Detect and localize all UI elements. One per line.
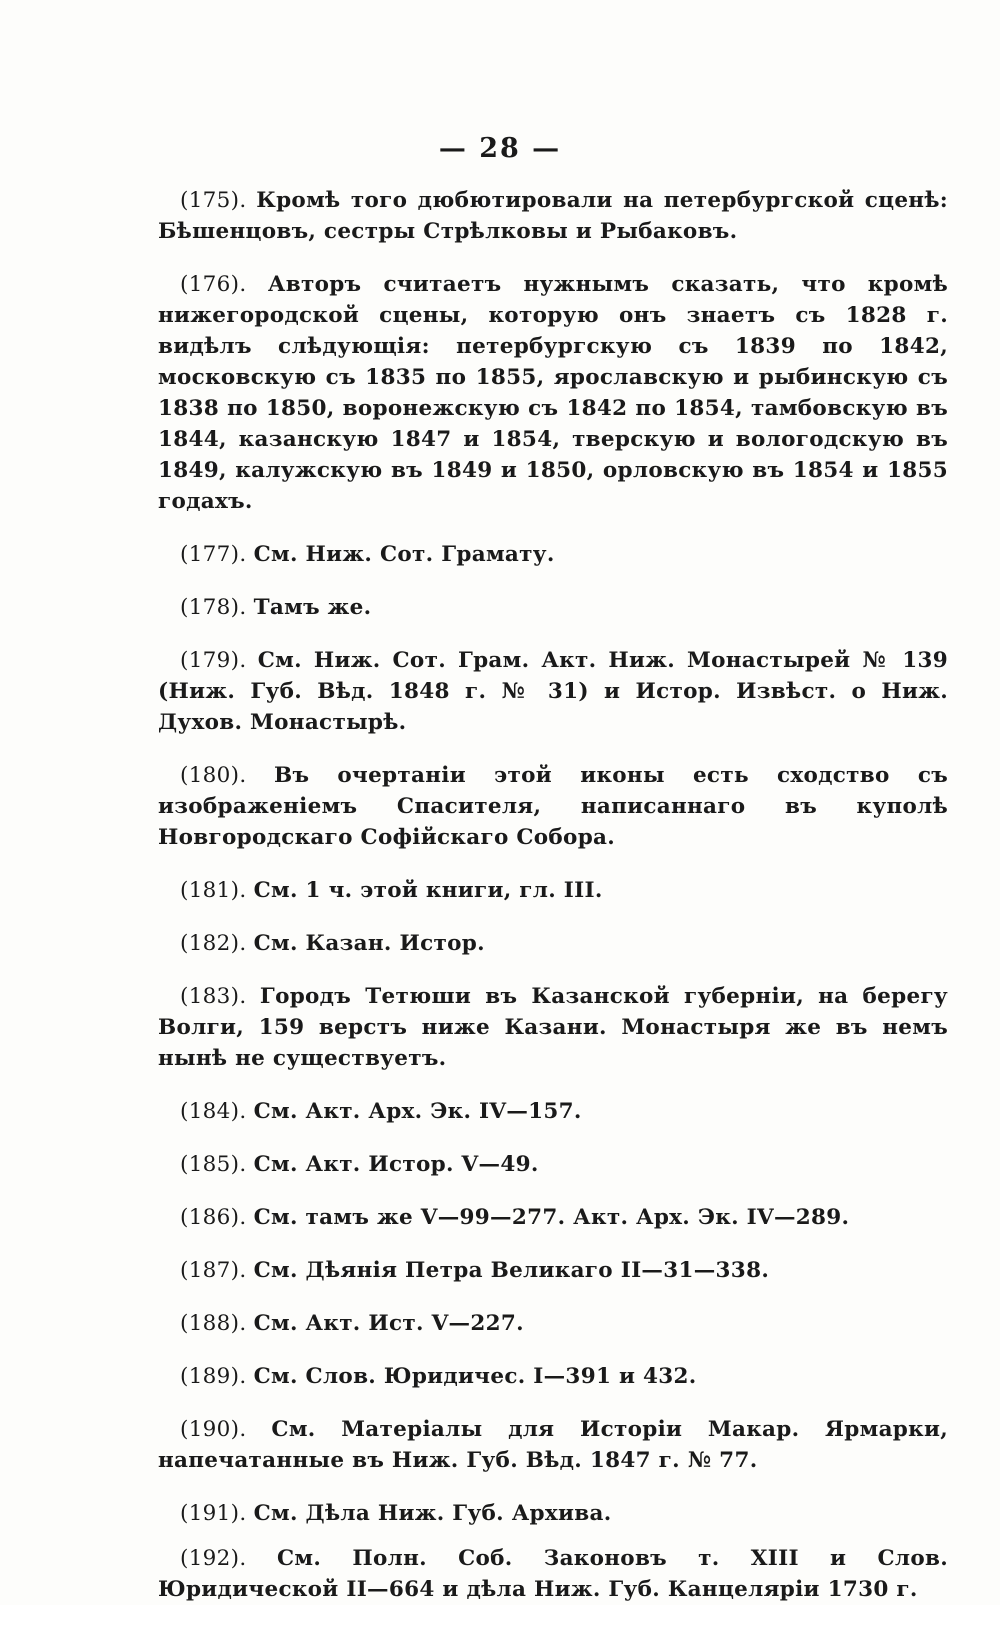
note-190: [158, 1414, 948, 1476]
note-182: [158, 928, 948, 959]
note-text: См. Матеріалы для Исторіи Макар. Ярмарки, напечатанные въ Ниж. Губ. Вѣд. 1847 г. № 77.: [158, 1417, 948, 1473]
note-186: [158, 1202, 948, 1233]
note-185: [158, 1149, 948, 1180]
note-text: См. Полн. Соб. Законовъ т. XIII и Слов. Юридической II—664 и дѣла Ниж. Губ. Канцеляріи 1730 г.: [158, 1546, 948, 1602]
note-179: [158, 645, 948, 738]
note-text: Тамъ же.: [253, 595, 372, 620]
note-number: (175).: [180, 188, 247, 213]
note-number: (190).: [180, 1417, 247, 1442]
note-number: (185).: [180, 1152, 247, 1177]
note-text: См. Слов. Юридичес. I—391 и 432.: [253, 1364, 697, 1389]
note-176: [158, 269, 948, 517]
note-177: [158, 539, 948, 570]
note-text: Авторъ считаетъ нужнымъ сказать, что кромѣ нижегородской сцены, которую онъ знаетъ съ 1828 г. видѣлъ слѣдующія: петербургскую съ 1839 по 1842, московскую съ 1835 по 1855, ярославскую и рыбинскую съ 1838 по 1850, воронежскую съ 1842 по 1854, тамбовскую въ 1844, казанскую 1847 и 1854, тверскую и вологодскую въ 1849, калужскую въ 1849 и 1850, орловскую въ 1854 и 1855 годахъ.: [158, 272, 948, 514]
note-text: См. Акт. Ист. V—227.: [253, 1311, 524, 1336]
note-number: (184).: [180, 1099, 247, 1124]
note-number: (177).: [180, 542, 247, 567]
note-text: См. 1 ч. этой книги, гл. III.: [253, 878, 603, 903]
footnotes-list: [158, 185, 948, 1627]
note-number: (188).: [180, 1311, 247, 1336]
note-text: См. Ниж. Сот. Грамату.: [253, 542, 555, 567]
note-text: См. Дѣянія Петра Великаго II—31—338.: [253, 1258, 770, 1283]
note-number: (189).: [180, 1364, 247, 1389]
note-number: (192).: [180, 1546, 247, 1571]
note-number: (178).: [180, 595, 247, 620]
note-text: Кромѣ того дюбютировали на петербургской сценѣ: Бѣшенцовъ, сестры Стрѣлковы и Рыбаковъ.: [158, 188, 948, 244]
note-number: (191).: [180, 1501, 247, 1526]
note-number: (182).: [180, 931, 247, 956]
note-175: [158, 185, 948, 247]
note-number: (181).: [180, 878, 247, 903]
note-text: Въ очертаніи этой иконы есть сходство съ изображеніемъ Спасителя, написаннаго въ куполѣ Новгородскаго Софійскаго Собора.: [158, 763, 949, 850]
note-text: См. тамъ же V—99—277. Акт. Арх. Эк. IV—289.: [253, 1205, 850, 1230]
note-192: [158, 1543, 948, 1605]
note-text: См. Дѣла Ниж. Губ. Архива.: [253, 1501, 612, 1526]
note-187: [158, 1255, 948, 1286]
note-number: (183).: [180, 984, 247, 1009]
note-180: [158, 760, 948, 853]
note-text: См. Акт. Арх. Эк. IV—157.: [253, 1099, 582, 1124]
note-184: [158, 1096, 948, 1127]
note-text: См. Казан. Истор.: [253, 931, 485, 956]
note-text: Городъ Тетюши въ Казанской губерніи, на берегу Волги, 159 верстъ ниже Казани. Монастыря же въ немъ нынѣ не существуетъ.: [158, 984, 948, 1071]
note-189: [158, 1361, 948, 1392]
note-number: (187).: [180, 1258, 247, 1283]
note-number: (176).: [180, 272, 247, 297]
note-178: [158, 592, 948, 623]
note-191: [158, 1498, 948, 1529]
note-183: [158, 981, 948, 1074]
page-number: — 28 —: [438, 133, 562, 164]
note-text: См. Ниж. Сот. Грам. Акт. Ниж. Монастырей № 139 (Ниж. Губ. Вѣд. 1848 г. № 31) и Истор. Извѣст. о Ниж. Духов. Монастырѣ.: [158, 648, 948, 735]
note-text: См. Акт. Истор. V—49.: [253, 1152, 539, 1177]
note-188: [158, 1308, 948, 1339]
note-number: (180).: [180, 763, 247, 788]
note-number: (186).: [180, 1205, 247, 1230]
note-181: [158, 875, 948, 906]
note-number: (179).: [180, 648, 247, 673]
